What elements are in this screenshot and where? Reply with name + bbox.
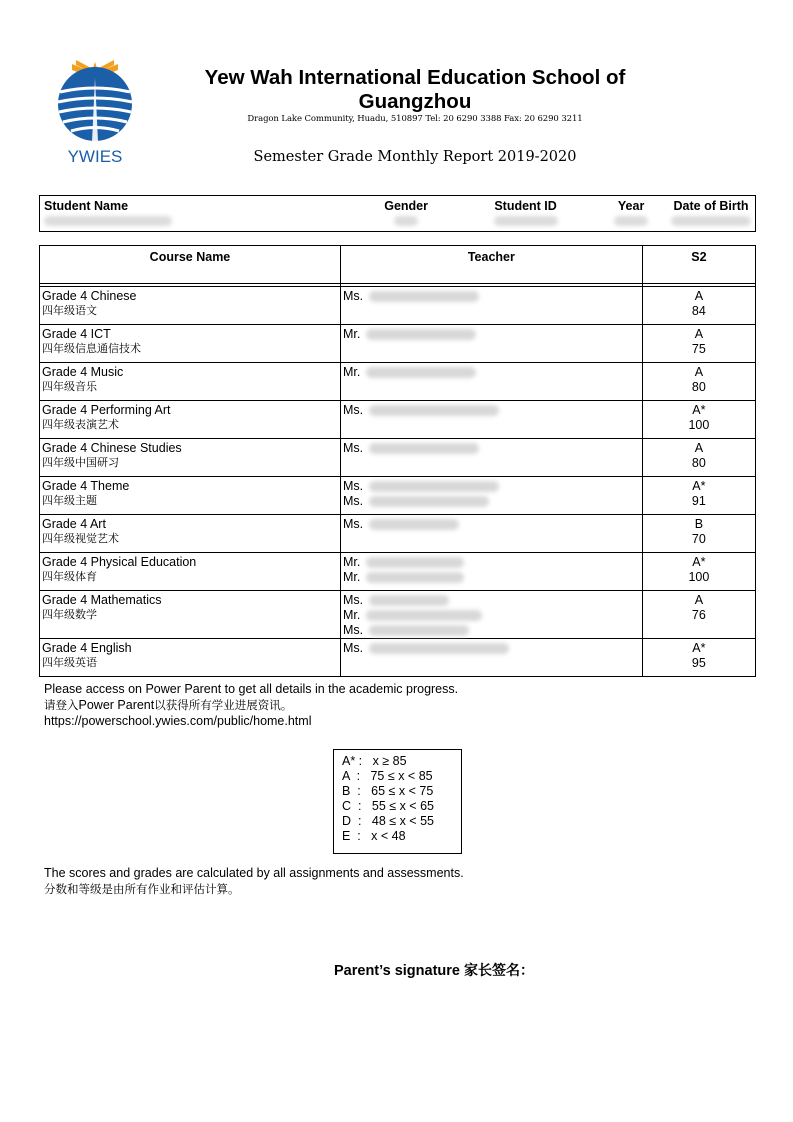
redacted-teacher-name	[369, 496, 489, 507]
signature-label-en: Parent’s signature	[334, 963, 460, 979]
course-name-zh: 四年级语文	[42, 304, 97, 317]
grade: A*	[692, 641, 706, 655]
teacher-title: Mr.	[342, 570, 361, 584]
student-info-table	[39, 195, 756, 232]
s2-header: S2	[642, 246, 755, 284]
grade: A*	[692, 479, 706, 493]
student-id-label: Student ID	[494, 199, 557, 213]
gender-cell	[356, 196, 456, 232]
teacher-title: Mr.	[342, 327, 361, 341]
score: 80	[691, 456, 706, 470]
redacted-teacher-name	[369, 519, 459, 530]
score: 70	[691, 532, 706, 546]
school-name: Yew Wah International Education School of Guangzhou	[204, 66, 626, 113]
report-title: Semester Grade Monthly Report 2019-2020	[253, 149, 577, 165]
course-name: Grade 4 Chinese	[42, 289, 137, 303]
table-row	[40, 401, 756, 439]
score: 75	[691, 342, 706, 356]
grade-scale-item: C : 55 ≤ x < 65	[342, 799, 434, 813]
course-name-zh: 四年级英语	[42, 656, 97, 669]
grade-scale-item: A* : x ≥ 85	[342, 754, 407, 768]
score: 80	[691, 380, 706, 394]
teacher-title: Ms.	[342, 623, 364, 637]
table-row	[40, 591, 756, 639]
course-name: Grade 4 Theme	[42, 479, 130, 493]
grade: A	[694, 593, 704, 607]
student-id-cell	[456, 196, 595, 232]
course-name: Grade 4 Music	[42, 365, 124, 379]
teacher-title: Mr.	[342, 365, 361, 379]
score: 91	[691, 494, 706, 508]
year-label: Year	[617, 199, 645, 213]
table-row	[40, 477, 756, 515]
table-row	[40, 325, 756, 363]
course-name-zh: 四年级音乐	[42, 380, 97, 393]
teacher-title: Ms.	[342, 517, 364, 531]
book-globe-logo-icon	[54, 58, 136, 166]
grade-scale-box	[333, 749, 462, 854]
date-of-birth-cell	[667, 196, 756, 232]
teacher-title: Mr.	[342, 608, 361, 622]
course-name-zh: 四年级中国研习	[42, 456, 119, 469]
notes-line-zh: 请登入Power Parent以获得所有学业进展资讯。	[44, 698, 293, 712]
course-name-zh: 四年级视觉艺术	[42, 532, 119, 545]
redacted-teacher-name	[369, 625, 469, 636]
grade-scale-item: A : 75 ≤ x < 85	[342, 769, 433, 783]
table-row	[40, 639, 756, 677]
signature-label-zh: 家长签名：	[464, 963, 535, 979]
teacher-header: Teacher	[340, 246, 642, 284]
course-name: Grade 4 ICT	[42, 327, 111, 341]
school-logo	[54, 58, 136, 166]
year-cell	[595, 196, 667, 232]
redacted-teacher-name	[369, 291, 479, 302]
school-address: Dragon Lake Community, Huadu, 510897 Tel: 20 6290 3388 Fax: 20 6290 3211	[247, 114, 583, 124]
grade-scale-item: D : 48 ≤ x < 55	[342, 814, 434, 828]
teacher-title: Ms.	[342, 289, 364, 303]
calculation-note-en: The scores and grades are calculated by all assignments and assessments.	[44, 866, 464, 880]
course-name: Grade 4 Performing Art	[42, 403, 171, 417]
table-row	[40, 287, 756, 325]
table-row	[40, 515, 756, 553]
course-name: Grade 4 Physical Education	[42, 555, 197, 569]
grade-scale-item: B : 65 ≤ x < 75	[342, 784, 434, 798]
redacted-teacher-name	[366, 610, 482, 621]
redacted-teacher-name	[366, 329, 476, 340]
parent-signature-label	[334, 960, 534, 980]
course-name-zh: 四年级数学	[42, 608, 97, 621]
redacted-teacher-name	[366, 572, 464, 583]
grade: A	[694, 365, 704, 379]
redacted-teacher-name	[366, 367, 476, 378]
teacher-title: Ms.	[342, 479, 364, 493]
redacted-teacher-name	[369, 443, 479, 454]
teacher-title: Ms.	[342, 403, 364, 417]
calculation-note	[44, 865, 464, 897]
grade-scale-item: E : x < 48	[342, 829, 406, 843]
course-name: Grade 4 English	[42, 641, 132, 655]
redacted-teacher-name	[369, 481, 499, 492]
teacher-title: Ms.	[342, 593, 364, 607]
redacted-student-id	[494, 216, 558, 226]
table-row	[40, 439, 756, 477]
student-name-label: Student Name	[44, 199, 129, 213]
svg-text:YWIES: YWIES	[67, 147, 123, 166]
course-name-zh: 四年级主题	[42, 494, 97, 507]
table-row	[40, 553, 756, 591]
teacher-title: Ms.	[342, 641, 364, 655]
course-name: Grade 4 Mathematics	[42, 593, 162, 607]
course-grades-table	[39, 245, 756, 677]
course-name-zh: 四年级信息通信技术	[42, 342, 141, 355]
grade: A*	[692, 403, 706, 417]
grade: A	[694, 289, 704, 303]
score: 84	[691, 304, 706, 318]
power-school-url[interactable]: https://powerschool.ywies.com/public/home.html	[44, 714, 312, 728]
score: 100	[688, 418, 710, 432]
grade: A	[694, 441, 704, 455]
course-name: Grade 4 Chinese Studies	[42, 441, 182, 455]
score: 76	[691, 608, 706, 622]
grade: A	[694, 327, 704, 341]
teacher-title: Ms.	[342, 441, 364, 455]
course-name: Grade 4 Art	[42, 517, 106, 531]
calculation-note-zh: 分数和等级是由所有作业和评估计算。	[44, 882, 240, 896]
redacted-teacher-name	[366, 557, 464, 568]
date-of-birth-label: Date of Birth	[673, 199, 749, 213]
course-name-zh: 四年级体育	[42, 570, 97, 583]
redacted-student-name	[44, 216, 172, 226]
redacted-teacher-name	[369, 595, 449, 606]
teacher-title: Mr.	[342, 555, 361, 569]
redacted-gender	[394, 216, 418, 226]
power-parent-notes	[44, 681, 458, 729]
gender-label: Gender	[384, 199, 428, 213]
score: 100	[688, 570, 710, 584]
table-row	[40, 363, 756, 401]
teacher-title: Ms.	[342, 494, 364, 508]
score: 95	[691, 656, 706, 670]
course-name-zh: 四年级表演艺术	[42, 418, 119, 431]
notes-line-en: Please access on Power Parent to get all details in the academic progress.	[44, 682, 459, 696]
redacted-year	[614, 216, 648, 226]
grade: A*	[692, 555, 706, 569]
course-name-header: Course Name	[40, 246, 341, 284]
redacted-teacher-name	[369, 643, 509, 654]
grade: B	[694, 517, 704, 531]
student-name-cell	[40, 196, 357, 232]
redacted-date-of-birth	[671, 216, 751, 226]
redacted-teacher-name	[369, 405, 499, 416]
